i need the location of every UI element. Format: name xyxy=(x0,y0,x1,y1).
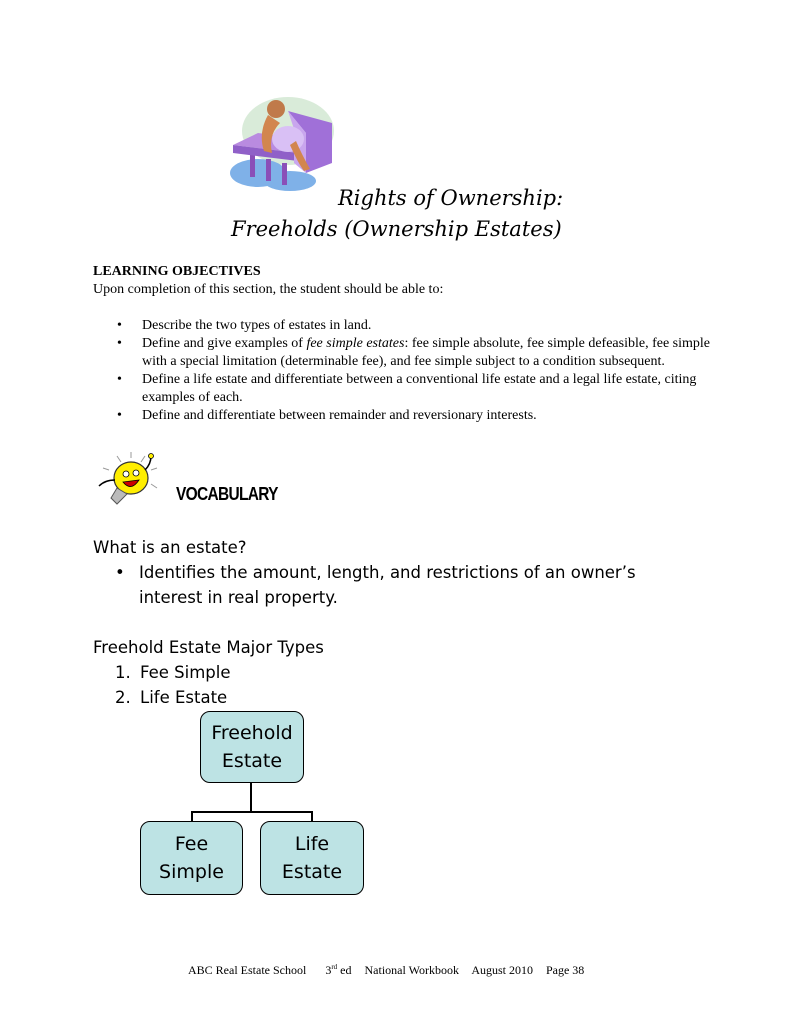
diagram-connector-right xyxy=(311,811,313,822)
diagram-connector-vertical xyxy=(250,783,252,812)
title-line-2-text: Freeholds (Ownership Estates) xyxy=(231,217,562,241)
bullet-icon: • xyxy=(117,336,122,351)
node-label-line2: Simple xyxy=(159,861,224,883)
objective-text-emphasis: fee simple estates xyxy=(306,336,405,351)
footer-edition xyxy=(325,963,351,977)
vocabulary-heading: VOCABULARY xyxy=(176,484,278,504)
page-title-line-1: Rights of Ownership: xyxy=(338,186,564,210)
node-label-line1: Life xyxy=(294,833,330,855)
page-title-line-2 xyxy=(231,217,562,241)
diagram-node-freehold-estate xyxy=(200,711,304,783)
estate-answer-item xyxy=(93,560,693,610)
types-list xyxy=(93,660,693,710)
learning-objectives-heading: LEARNING OBJECTIVES xyxy=(93,264,261,279)
bullet-icon: • xyxy=(117,408,122,423)
bullet-icon: • xyxy=(115,563,125,582)
objective-item xyxy=(117,317,713,335)
lightbulb-clipart-icon xyxy=(95,450,165,510)
objective-text: Describe the two types of estates in land. xyxy=(142,318,372,333)
node-label-line2: Estate xyxy=(281,861,343,883)
objective-text: Define and differentiate between remainder and reversionary interests. xyxy=(142,408,537,423)
footer-page-number: Page 38 xyxy=(545,963,585,977)
objective-text-post: : fee simple absolute, fee simple defeasible, fee simple with a special limitation (determinable fee), and fee simple subject to a condition subsequent. xyxy=(142,336,710,369)
footer-workbook: National Workbook xyxy=(364,963,459,977)
type-label: Fee Simple xyxy=(140,663,231,682)
learning-objectives-section xyxy=(93,263,713,425)
bullet-icon: • xyxy=(117,372,122,387)
estate-answer-text: Identifies the amount, length, and restrictions of an owner’s interest in real property. xyxy=(139,563,636,607)
node-label-line1: Fee xyxy=(174,833,209,855)
types-heading: Freehold Estate Major Types xyxy=(93,638,324,657)
node-label-line1: Freehold xyxy=(211,722,293,744)
type-item xyxy=(93,660,693,685)
diagram-node-life-estate xyxy=(260,821,364,895)
estate-question: What is an estate? xyxy=(93,538,247,557)
diagram-connector-horizontal xyxy=(191,811,313,813)
objectives-list xyxy=(117,317,713,425)
edition-superscript: rd xyxy=(331,963,338,971)
diagram-node-fee-simple xyxy=(140,821,243,895)
type-label: Life Estate xyxy=(140,688,228,707)
bullet-icon: • xyxy=(117,318,122,333)
list-number: 1. xyxy=(115,663,131,682)
objective-item xyxy=(117,335,713,371)
pier-clipart-image xyxy=(228,93,338,193)
footer-date: August 2010 xyxy=(471,963,533,977)
footer-school: ABC Real Estate School xyxy=(188,963,307,977)
edition-text: ed xyxy=(340,963,352,977)
list-number: 2. xyxy=(115,688,131,707)
edition-number: 3 xyxy=(325,963,332,977)
objective-item xyxy=(117,407,713,425)
objective-text-pre: Define and give examples of xyxy=(142,336,307,351)
type-item xyxy=(93,685,693,710)
diagram-connector-left xyxy=(191,811,193,822)
objectives-intro: Upon completion of this section, the student should be able to: xyxy=(93,282,444,297)
page-footer xyxy=(188,963,600,978)
node-label-line2: Estate xyxy=(221,750,283,772)
vocabulary-section xyxy=(93,535,693,710)
objective-item xyxy=(117,371,713,407)
estate-answer-list xyxy=(93,560,693,610)
objective-text: Define a life estate and differentiate between a conventional life estate and a legal life estate, citing examples of each. xyxy=(142,372,697,405)
